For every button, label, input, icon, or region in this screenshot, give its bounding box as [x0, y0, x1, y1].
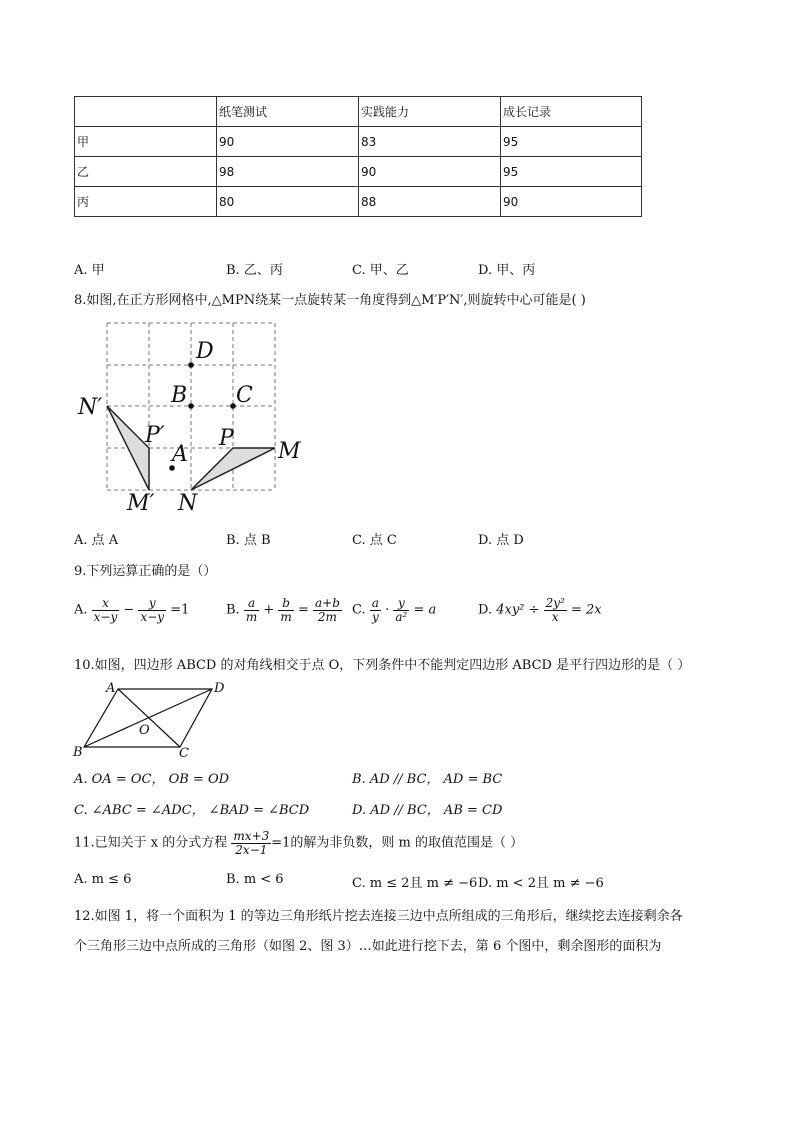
q10-parallelogram-figure: [70, 680, 240, 762]
fraction: [393, 597, 409, 623]
fraction: [370, 597, 381, 623]
rhs: = 2x: [570, 602, 602, 618]
numerator: b: [278, 597, 293, 611]
numerator: a: [244, 597, 259, 611]
label-p: P: [219, 426, 234, 451]
fraction: [278, 597, 293, 623]
q11-option-b: B. m < 6: [226, 872, 284, 887]
q9-option-a: [74, 597, 189, 623]
q7-option-b: B. 乙、丙: [226, 263, 283, 278]
label-a: A: [172, 442, 188, 467]
option-prefix: D.: [478, 602, 493, 618]
q10-stem: 10.如图，四边形 ABCD 的对角线相交于点 O，下列条件中不能判定四边形 ABCD 是平行四边形的是（ ）: [74, 658, 691, 673]
label-m: M: [278, 439, 301, 464]
q10-option-d: D. AD // BC， AB = CD: [352, 803, 503, 818]
operator: −: [123, 602, 135, 618]
rhs: = a: [413, 602, 437, 618]
q8-option-c: C. 点 C: [352, 533, 397, 548]
option-prefix: A.: [74, 602, 88, 618]
table-row: [75, 187, 642, 217]
point-d: [188, 362, 194, 368]
fraction: [244, 597, 259, 623]
q8-option-a: A. 点 A: [74, 533, 119, 548]
table-cell: 95: [501, 157, 642, 187]
stem-text: 11.已知关于 x 的分式方程: [74, 835, 228, 851]
point-b: [188, 403, 194, 409]
q11-option-d: D. m < 2且 m ≠ −6: [478, 876, 604, 891]
table-cell: 实践能力: [359, 97, 501, 127]
q7-option-c: C. 甲、乙: [352, 263, 409, 278]
q11-option-c: C. m ≤ 2且 m ≠ −6: [352, 876, 478, 891]
table-cell: 丙: [75, 187, 217, 217]
table-cell: 成长记录: [501, 97, 642, 127]
label-c: C: [236, 383, 253, 408]
label-b: B: [73, 745, 83, 760]
numerator: a: [371, 596, 379, 610]
score-table: [74, 96, 642, 217]
q8-grid-figure: [74, 316, 314, 516]
stem-text: =1的解为非负数，则 m 的取值范围是（ ）: [271, 835, 524, 851]
point-c: [230, 403, 236, 409]
q8-option-d: D. 点 D: [478, 533, 524, 548]
numerator: mx+3: [233, 829, 270, 843]
triangle-mpn: [191, 448, 275, 490]
table-cell: 80: [217, 187, 359, 217]
denominator: 2x−1: [235, 842, 268, 857]
denominator: y: [371, 609, 379, 624]
fraction: [313, 597, 342, 623]
q9-stem: 9.下列运算正确的是（）: [74, 564, 217, 579]
q11-stem: [74, 830, 523, 856]
numerator: y: [393, 597, 409, 611]
q7-option-a: A. 甲: [74, 263, 105, 278]
table-cell: 纸笔测试: [217, 97, 359, 127]
label-p-prime: P′: [145, 423, 165, 448]
option-prefix: B.: [226, 602, 240, 618]
label-n: N: [178, 491, 198, 516]
fraction: [231, 830, 271, 856]
q7-option-d: D. 甲、丙: [478, 263, 536, 278]
operator: =: [297, 602, 309, 618]
label-d: D: [214, 681, 225, 696]
q8-stem: 8.如图,在正方形网格中,△MPN绕某一点旋转某一角度得到△M′P′N′,则旋转中心可能是( ): [74, 293, 586, 308]
rhs: =1: [170, 602, 190, 618]
label-d: D: [196, 339, 214, 364]
table-cell: 83: [359, 127, 501, 157]
diagonal-bd: [84, 689, 212, 747]
numerator: x: [92, 597, 120, 611]
fraction: [138, 597, 166, 623]
operator: +: [263, 602, 275, 618]
table-cell: 90: [501, 187, 642, 217]
lhs: 4xy² ÷: [496, 602, 540, 618]
table-cell: 95: [501, 127, 642, 157]
q10-option-a: A. OA = OC， OB = OD: [74, 772, 230, 787]
numerator: a+b: [314, 596, 340, 610]
table-cell: 90: [217, 127, 359, 157]
table-row: [75, 157, 642, 187]
q9-option-c: [352, 597, 436, 623]
denominator: x−y: [140, 609, 165, 624]
table-cell: 90: [359, 157, 501, 187]
label-n-prime: N′: [78, 395, 103, 420]
denominator: m: [245, 609, 258, 624]
table-cell: 乙: [75, 157, 217, 187]
denominator: x−y: [93, 609, 118, 624]
numerator: y: [138, 597, 166, 611]
table-cell: [75, 97, 217, 127]
label-o: O: [139, 723, 150, 738]
q12-line-1: 12.如图 1，将一个面积为 1 的等边三角形纸片挖去连接三边中点所组成的三角形后，继续挖去连接剩余各: [74, 909, 683, 924]
label-a: A: [106, 681, 116, 696]
q10-option-c: C. ∠ABC = ∠ADC， ∠BAD = ∠BCD: [74, 803, 310, 818]
table-row: [75, 127, 642, 157]
q11-option-a: A. m ≤ 6: [74, 872, 132, 887]
denominator: a²: [395, 609, 408, 624]
q12-line-2: 个三角形三边中点所成的三角形（如图 2、图 3）…如此进行挖下去，第 6 个图中，剩余图形的面积为: [74, 939, 662, 954]
table-cell: 98: [217, 157, 359, 187]
q9-option-b: [226, 597, 342, 623]
denominator: m: [280, 609, 292, 624]
triangle-mpn-prime: [107, 406, 149, 490]
operator: ·: [385, 602, 390, 618]
table-cell: 88: [359, 187, 501, 217]
denominator: x: [551, 609, 559, 624]
table-header-row: [75, 97, 642, 127]
q10-option-b: B. AD // BC， AD = BC: [352, 772, 503, 787]
q9-option-d: [478, 597, 602, 623]
table-cell: 甲: [75, 127, 217, 157]
option-prefix: C.: [352, 602, 366, 618]
label-c: C: [179, 746, 189, 761]
q8-option-b: B. 点 B: [226, 533, 271, 548]
label-m-prime: M′: [127, 491, 155, 516]
numerator: 2y²: [545, 596, 565, 610]
denominator: 2m: [317, 609, 337, 624]
fraction: [92, 597, 120, 623]
label-b: B: [171, 383, 188, 408]
fraction: [544, 597, 567, 623]
